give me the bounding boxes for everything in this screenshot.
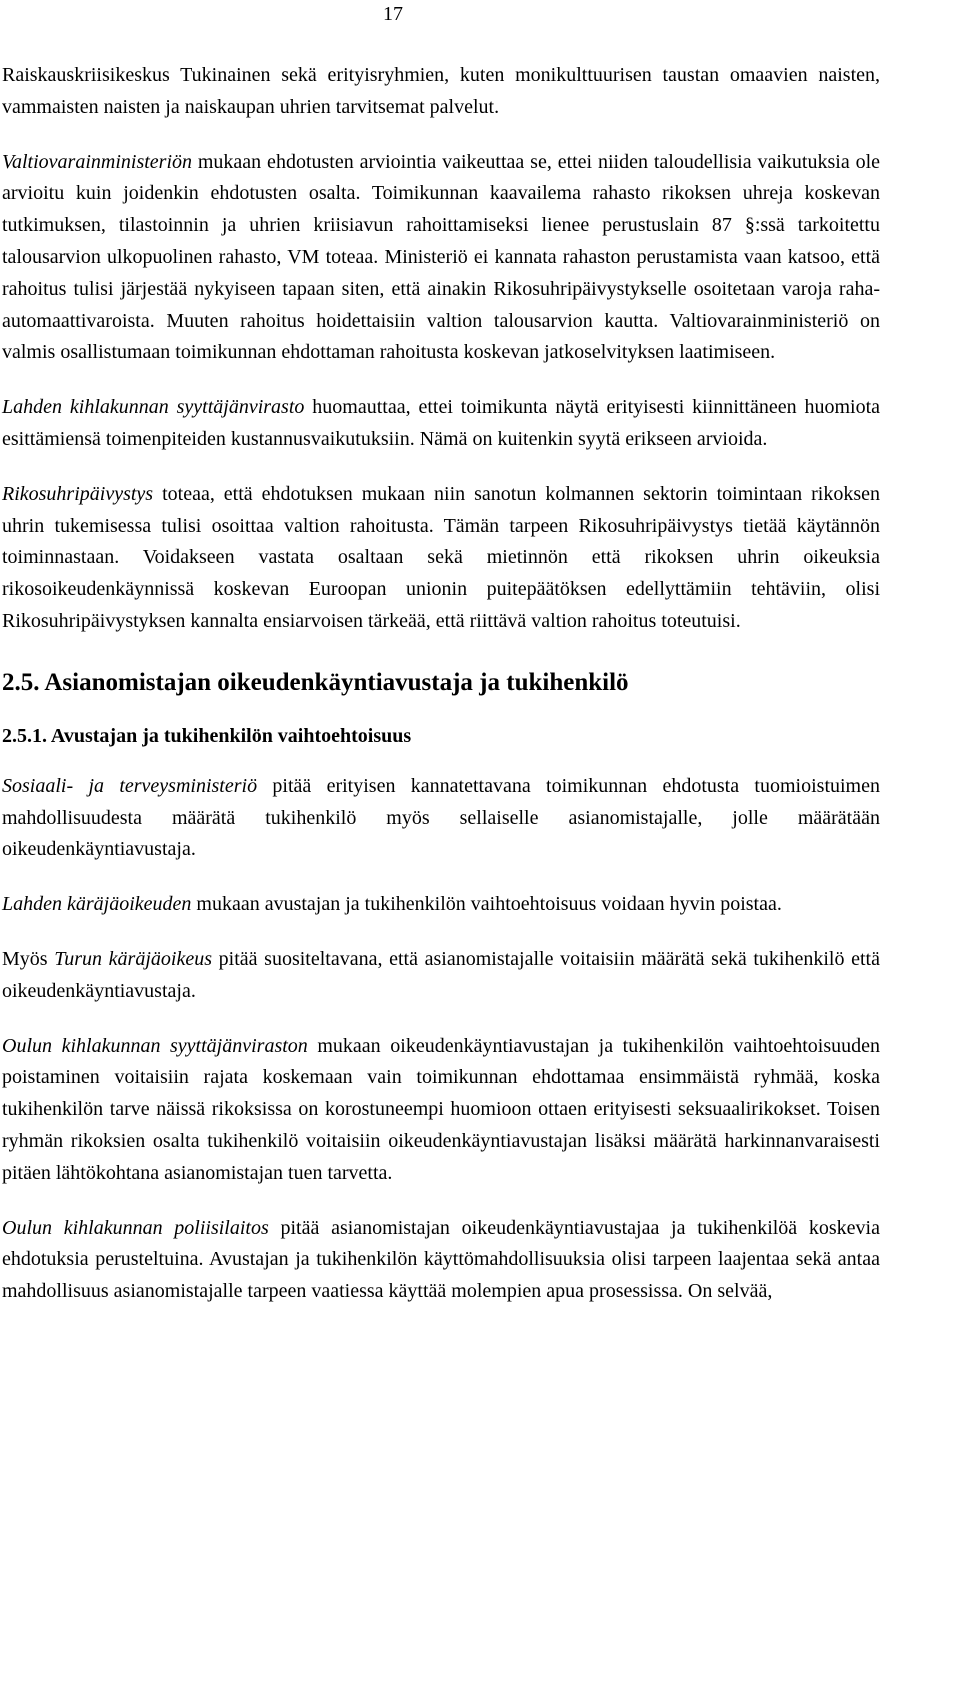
- paragraph-text: mukaan ehdotusten arviointia vaikeuttaa se, ettei niiden taloudellisia vaikutuksia ole arvioitu kuin joidenkin ehdotusten osalta. Toimikunnan kaavailema rahasto rikoksen uhreja koskevan tutkimuksen, tilastoinnin ja uhrien kriisiavun rahoittamiseksi lienee perustuslain 87 §:ssä tarkoitettu talousarvion ulkopuolinen rahasto, VM toteaa. Ministeriö ei kannata rahaston perustamista vaan katsoo, että rahoitus tulisi järjestää nykyiseen tapaan siten, että ainakin Rikosuhripäivystykselle osoitetaan varoja raha-automaattivaroista. Muuten rahoitus hoidettaisiin valtion talousarvion kautta. Valtiovarainministeriö on valmis osallistumaan toimikunnan ehdottaman rahoitusta koskevan jatkoselvityksen laatimiseen.: [2, 150, 880, 364]
- paragraph-text: mukaan oikeudenkäyntiavustajan ja tukihenkilön vaihtoehtoisuuden poistaminen voitaisiin rajata koskemaan vain toimikunnan ehdottamaa ensimmäistä ryhmää, koska tukihenkilön tarve näissä rikoksissa on korostuneempi huomioon ottaen erityisesti seksuaalirikokset. Toisen ryhmän rikoksien osalta tukihenkilö voitaisiin oikeudenkäyntiavustajan lisäksi määrätä harkinnanvaraisesti pitäen lähtökohtana asianomistajan tuen tarvetta.: [2, 1034, 880, 1184]
- paragraph-text: pitää suositeltavana, että asianomistajalle voitaisiin määrätä sekä tukihenkilö että oikeudenkäyntiavustaja.: [2, 947, 880, 1002]
- paragraph: [2, 60, 880, 124]
- paragraph-pre: Myös: [2, 947, 55, 970]
- paragraph-lead: Lahden kihlakunnan syyttäjänvirasto: [2, 396, 305, 419]
- subsection-heading: 2.5.1. Avustajan ja tukihenkilön vaihtoehtoisuus: [2, 724, 412, 747]
- paragraph: [2, 392, 880, 456]
- paragraph-lead: Oulun kihlakunnan poliisilaitos: [2, 1216, 269, 1239]
- paragraph: [2, 889, 880, 921]
- paragraph-text: mukaan avustajan ja tukihenkilön vaihtoehtoisuus voidaan hyvin poistaa.: [191, 893, 782, 916]
- paragraph-lead: Oulun kihlakunnan syyttäjänviraston: [2, 1034, 308, 1057]
- paragraph-text: toteaa, että ehdotuksen mukaan niin sanotun kolmannen sektorin toimintaan rikoksen uhrin tukemisessa tulisi osoittaa valtion rahoitusta. Tämän tarpeen Rikosuhripäivystys tietää käytännön toiminnastaan. Voidakseen vastata osaltaan sekä mietinnön että rikoksen uhrin oikeuksia rikosoikeudenkäynnissä koskevan Euroopan unionin puitepäätöksen edellyttämiin tehtäviin, olisi Rikosuhripäivystyksen kannalta ensiarvoisen tärkeää, että riittävä valtion rahoitus toteutuisi.: [2, 482, 880, 632]
- paragraph: [2, 1031, 880, 1190]
- paragraph-lead: Turun käräjäoikeus: [54, 947, 212, 970]
- paragraph-text: pitää erityisen kannatettavana toimikunnan ehdotusta tuomioistuimen mahdollisuudesta määrätä tukihenkilö myös sellaiselle asianomistajalle, jolle määrätään oikeudenkäyntiavustaja.: [2, 774, 880, 861]
- paragraph: [2, 944, 880, 1008]
- document-body: [2, 60, 880, 1308]
- paragraph: [2, 1213, 880, 1308]
- paragraph-text: pitää asianomistajan oikeudenkäyntiavustajaa ja tukihenkilöä koskevia ehdotuksia perusteltuina. Avustajan ja tukihenkilön käyttömahdollisuuksia olisi tarpeen laajentaa sekä antaa mahdollisuus asianomistajalle tarpeen vaatiessa käyttää molempien apua prosessissa. On selvää,: [2, 1216, 880, 1303]
- paragraph-text: huomauttaa, ettei toimikunta näytä erityisesti kiinnittäneen huomiota esittämiensä toimenpiteiden kustannusvaikutuksiin. Nämä on kuitenkin syytä erikseen arvioida.: [2, 396, 880, 450]
- page-number: 17: [383, 3, 403, 25]
- paragraph-lead: Sosiaali- ja terveysministeriö: [2, 774, 258, 797]
- paragraph-lead: Lahden käräjäoikeuden: [2, 893, 192, 916]
- paragraph: [2, 771, 880, 866]
- paragraph-lead: Rikosuhripäivystys: [2, 482, 154, 505]
- section-heading: 2.5. Asianomistajan oikeudenkäyntiavustaja ja tukihenkilö: [2, 668, 629, 696]
- paragraph: [2, 479, 880, 638]
- paragraph-lead: Valtiovarainministeriön: [2, 150, 192, 173]
- paragraph: [2, 147, 880, 370]
- paragraph-text: Raiskauskriisikeskus Tukinainen sekä erityisryhmien, kuten monikulttuurisen taustan omaavien naisten, vammaisten naisten ja naiskaupan uhrien tarvitsemat palvelut.: [2, 64, 880, 118]
